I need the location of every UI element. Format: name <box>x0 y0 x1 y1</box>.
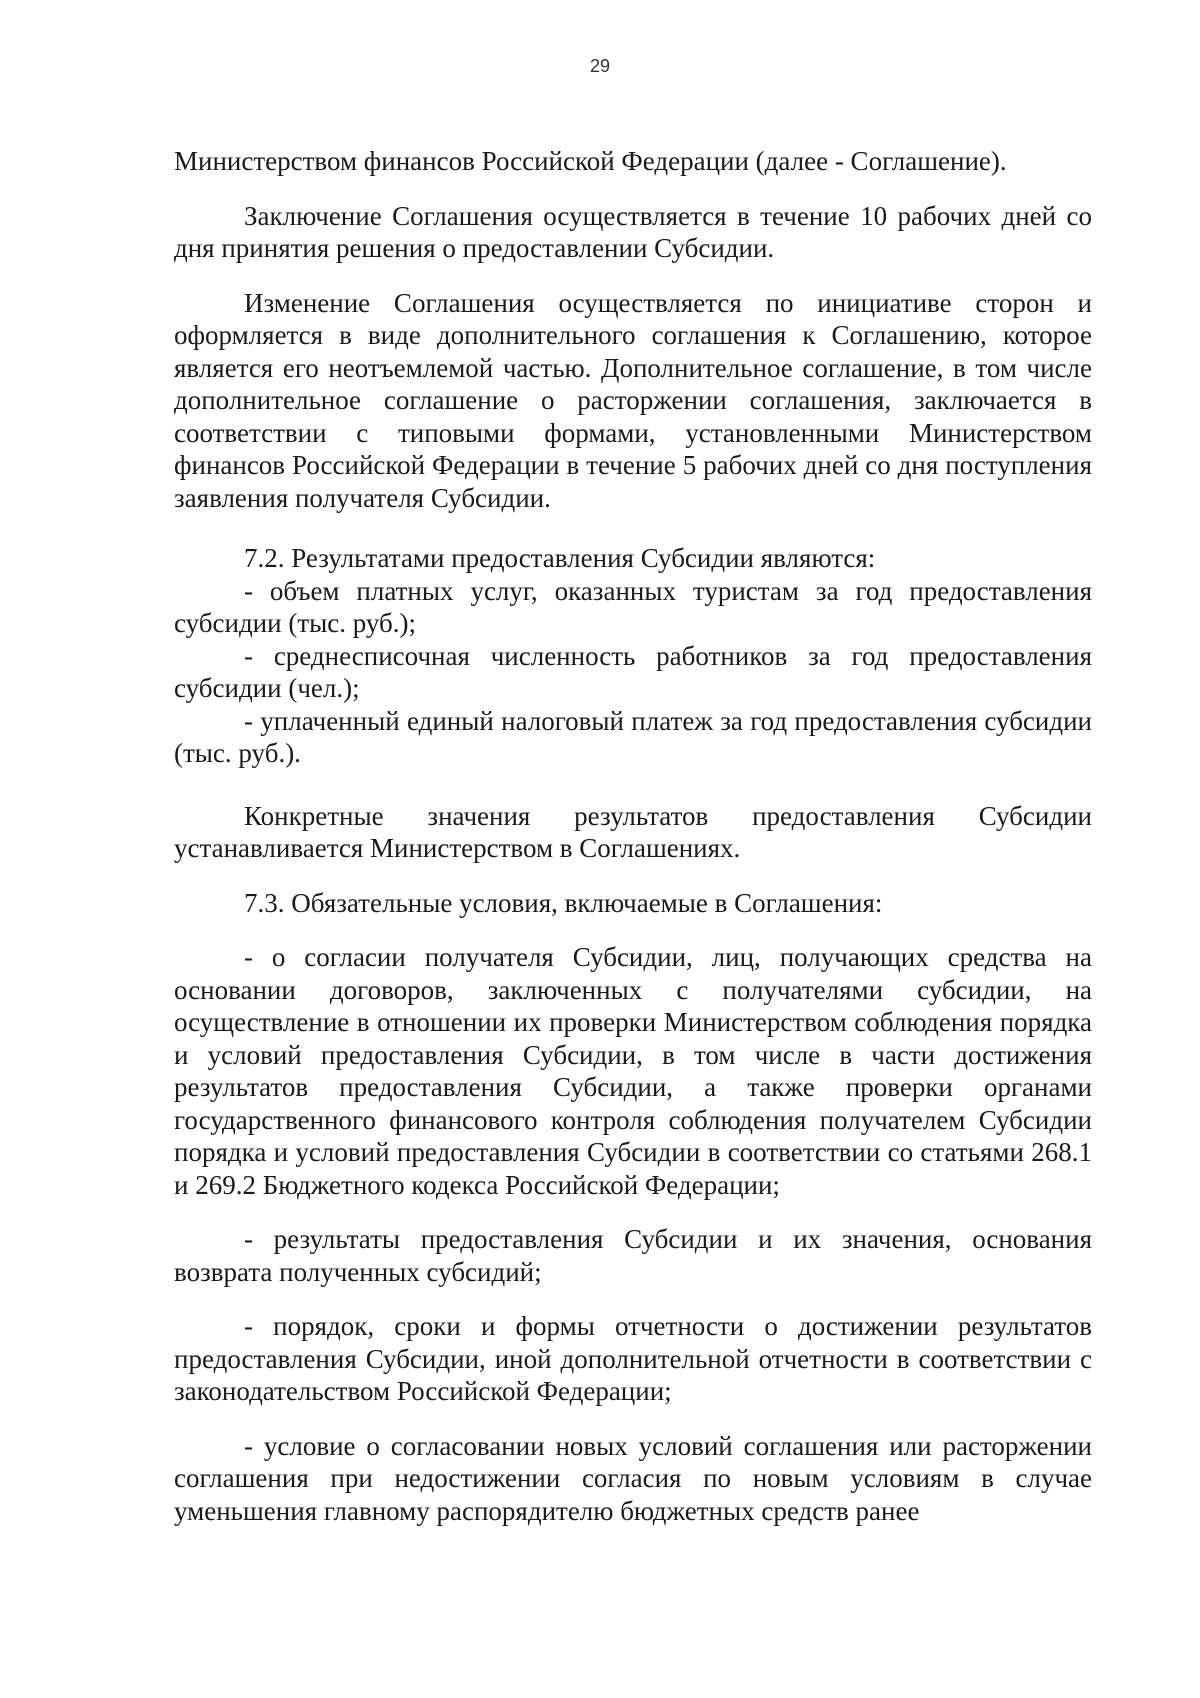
condition-item-consent: - о согласии получателя Субсидии, лиц, получающих средства на основании договоров, заключенных с получателями субсидии, на осуществление в отношении их проверки Министерством соблюдения порядка и условий предоставления Субсидии, в том числе в части достижения результатов предоставления Субсидии, а также проверки органами государственного финансового контроля соблюдения получателем Субсидии порядка и условий предоставления Субсидии в соответствии со статьями 268.1 и 269.2 Бюджетного кодекса Российской Федерации; <box>174 942 1092 1200</box>
result-item-paid-services: - объем платных услуг, оказанных туристам за год предоставления субсидии (тыс. руб.); <box>174 575 1092 638</box>
paragraph-agreement-change: Изменение Соглашения осуществляется по инициативе сторон и оформляется в виде дополнительного соглашения к Соглашению, которое является его неотъемлемой частью. Дополнительное соглашение, в том числе дополнительное соглашение о расторжении соглашения, заключается в соответствии с типовыми формами, установленными Министерством финансов Российской Федерации в течение 5 рабочих дней со дня поступления заявления получателя Субсидии. <box>174 287 1092 513</box>
paragraph-specific-values: Конкретные значения результатов предоставления Субсидии устанавливается Министерством в Соглашениях. <box>174 800 1092 863</box>
section-7-3-heading: 7.3. Обязательные условия, включаемые в Соглашения: <box>244 887 883 918</box>
paragraph-continuation: Министерством финансов Российской Федерации (далее - Соглашение). <box>174 146 1007 176</box>
condition-item-new-terms: - условие о согласовании новых условий соглашения или расторжении соглашения при недостижении согласия по новым условиям в случае уменьшения главному распорядителю бюджетных средств ранее <box>174 1430 1092 1526</box>
page-number: 29 <box>589 56 611 76</box>
result-item-tax-payment: - уплаченный единый налоговый платеж за год предоставления субсидии (тыс. руб.). <box>174 705 1092 768</box>
paragraph-agreement-conclusion: Заключение Соглашения осуществляется в течение 10 рабочих дней со дня принятия решения о предоставлении Субсидии. <box>174 200 1092 263</box>
condition-item-reporting: - порядок, сроки и формы отчетности о достижении результатов предоставления Субсидии, иной дополнительной отчетности в соответствии с законодательством Российской Федерации; <box>174 1311 1092 1406</box>
document-body <box>174 145 1092 1527</box>
section-7-2-heading: 7.2. Результатами предоставления Субсидии являются: <box>244 543 876 573</box>
result-item-headcount: - среднесписочная численность работников за год предоставления субсидии (чел.); <box>174 640 1092 703</box>
condition-item-results: - результаты предоставления Субсидии и их значения, основания возврата полученных субсидий; <box>174 1224 1092 1287</box>
